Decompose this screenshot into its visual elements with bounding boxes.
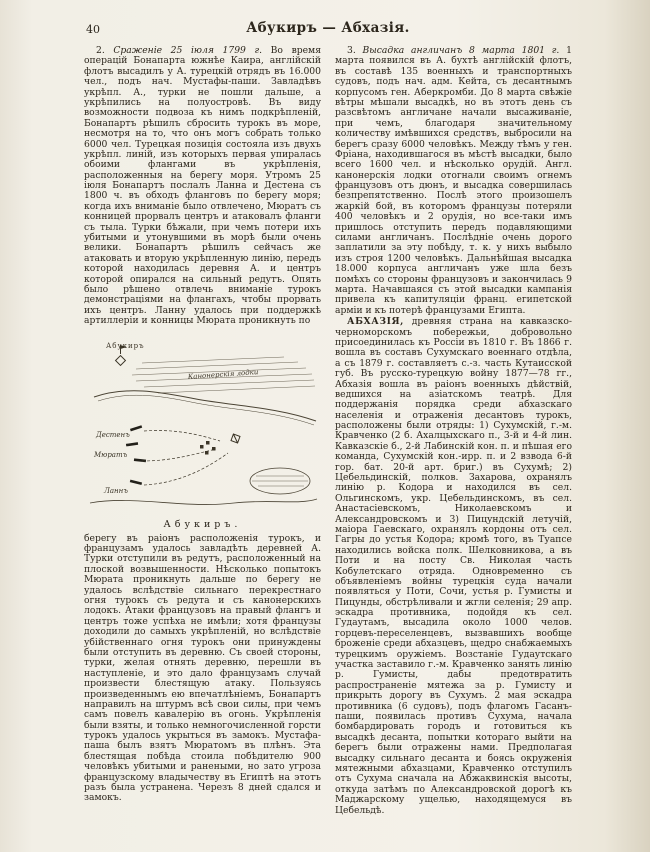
left-column <box>84 46 321 817</box>
map-caption: Абукиръ. <box>163 518 242 530</box>
page-number: 40 <box>86 23 100 36</box>
paragraph-abkhazia <box>335 317 572 816</box>
south-shore <box>90 499 317 505</box>
text-columns <box>84 46 572 817</box>
lake-hatching <box>250 468 310 494</box>
paragraph-number: 2. <box>96 45 114 56</box>
map-label-murat: Мюратъ <box>94 450 128 459</box>
map-label-lann: Ланнъ <box>104 486 128 495</box>
article-text: древняя страна на кавказско-черноморскомъ побережьи, добровольно присоединилась къ Россіи въ 1810 г. Въ 1866 г. вошла въ составъ Сухумскаго военнаго отдѣла, а съ 1879 г. составляетъ с.-з. часть Кутаисской губ. Въ русско-турецкую войну 1877—78 гг., Абхазія вошла въ раіонъ военныхъ дѣйствій, ведшихся на азіатскомъ театрѣ. Для поддержанія порядка среди абхазскаго населенія и отраженія десантовъ турокъ, расположены были отряды: 1) Сухумскій, г.-м. Кравченко (2 б. Ахалцыхскаго п., 3-й и 4-й лин. Кавказскіе б., 2-й Лабинскій кон. п. и пѣшая его команда, Сухумскій кон.-ирр. п. и 2 взвода 6-й гор. бат. 20-й арт. бриг.) въ Сухумѣ; 2) Цебельдинскій, полков. Захарова, охранялъ линію р. Кодора и находился въ сел. Ольгинскомъ, укр. Цебельдинскомъ, въ сел. Анастасіевскомъ, Николаевскомъ и Александровскомъ и 3) Пицундскій летучій, маіора Гаевскаго, охранялъ кордоны отъ сел. Гагры до устья Кодора; кромѣ того, въ Туапсе находились войска полк. Шелковникова, а въ Поти и на посту Св. Николая часть Кобулетскаго отряда. Одновременно съ объявленіемъ войны турецкія суда начали появляться у Поти, Сочи, устья р. Гумисты и Пицунды, обстрѣливали и жгли селенія; 29 апр. эскадра противника, подойдя къ сел. Гудаутамъ, высадила около 1000 челов. горцевъ-переселенцевъ, вызвавшихъ вообще броженіе среди абхазцевъ, щедро снабжаемыхъ турецкимъ оружіемъ. Возстаніе Гудаутскаго участка заставило г.-м. Кравченко занять линію р. Гумисты, дабы предотвратить распространеніе мятежа за р. Гумисту и прикрыть дорогу въ Сухумъ. 2 мая эскадра противника (6 судовъ), подъ флагомъ Гасанъ-паши, появилась противъ Сухума, начала бомбардировать городъ и готовиться къ высадкѣ десанта, попытки котораго выйти на берегъ были отражены нами. Предполагая высадку сильнаго десанта и боясь окруженія мятежными абхазцами, Кравченко отступилъ отъ Сухума сначала на Абжаквинскія высоты, откуда затѣмъ по Александровской дорогѣ къ Маджарскому ущелью, находящемуся въ Цебельдѣ. <box>335 316 572 816</box>
movement-dashes <box>142 430 228 485</box>
map-label-fort: Абукиръ <box>106 341 145 350</box>
paragraph-battle-continuation: берегу въ раіонъ расположенія турокъ, и французамъ удалось завладѣть деревней А. Турки отступили въ редутъ, расположенный на плоской возвышенности. Нѣсколько попытокъ Мюрата проникнуть дальше по берегу не удалось вслѣдствіе сильнаго перекрестнаго огня турокъ съ редута и съ канонерскихъ лодокъ. Атаки французовъ на правый флангъ и центръ тоже успѣха не имѣли; хотя французы доходили до самыхъ укрѣпленій, но вслѣдствіе убійственнаго огня турокъ они принуждены были отступить въ деревню. Съ своей стороны, турки, желая отнять деревню, перешли въ наступленіе, и это дало французамъ случай произвести блестящую атаку. Пользуясь произведеннымъ ею впечатлѣніемъ, Бонапартъ направилъ на штурмъ всѣ свои силы, при чемъ самъ повелъ кавалерію въ огонь. Укрѣпленія были взяты, и только немногочисленной горсти турокъ удалось укрыться въ замокъ. Мустафа-паша былъ взятъ Мюратомъ въ плѣнъ. Эта блестящая побѣда стоила побѣдителю 900 человѣкъ убитыми и ранеными, но зато угроза французскому владычеству въ Египтѣ на этотъ разъ была устранена. Черезъ 8 дней сдался и замокъ. <box>84 532 321 804</box>
paragraph-text: Во время операцій Бонапарта южнѣе Каира, англійскій флотъ высадилъ у А. турецкій отрядъ въ 16.000 чел., подъ нач. Мустафы-паши. Завладѣвъ укрѣпл. А., турки не пошли дальше, а укрѣпились на полуостровѣ. Въ виду возможности подвоза къ нимъ подкрѣпленій, Бонапартъ рѣшилъ сбросить турокъ въ море, несмотря на то, что онъ могъ собрать только 6000 чел. Турецкая позиція состояла изъ двухъ укрѣпл. линій, изъ которыхъ первая упиралась обоими флангами въ укрѣпленія, расположенныя на берегу моря. Утромъ 25 іюля Бонапартъ послалъ Ланна и Дестена съ 1800 ч. въ обходъ фланговъ по берегу моря; когда ихъ вниманіе было отвлечено, Мюратъ съ конницей прорвалъ центръ и атаковалъ фланги съ тыла. Турки бѣжали, при чемъ потери ихъ убитыми и утонувшими въ морѣ были очень велики. Бонапартъ рѣшилъ сейчасъ же атаковать и вторую укрѣпленную линію, передъ которой находилась деревня А. и центръ которой опирался на сильный редутъ. Опять было рѣшено отвлечь вниманіе турокъ демонстраціями на флангахъ, чтобы прорвать ихъ центръ. Ланну удалось при поддержкѣ артиллеріи и конницы Мюрата проникнуть по <box>84 45 321 327</box>
map-label-gunboats: Канонерскія лодки <box>187 367 259 381</box>
paragraph-number: 3. <box>347 45 363 56</box>
paragraph-lead: Сраженіе 25 іюля 1799 г. <box>113 45 263 56</box>
map-label-desten: Дестенъ <box>96 430 130 439</box>
running-title: Абукиръ — Абхазія. <box>246 20 410 36</box>
coastline <box>94 390 316 424</box>
page-header <box>84 20 572 40</box>
paragraph-lead: Высадка англичанъ 8 марта 1801 г. <box>362 45 560 56</box>
right-column <box>335 46 572 817</box>
redoubt-icon <box>231 434 240 443</box>
paragraph-text: 1 марта появился въ А. бухтѣ англійскій флотъ, въ составѣ 135 военныхъ и транспортныхъ судовъ, подъ нач. адм. Кейта, съ десантнымъ корпусомъ ген. Аберкромби. До 8 марта свѣжіе вѣтры мѣшали высадкѣ, но въ этотъ день съ разсвѣтомъ англичане начали высаживаніе, при чемъ, благодаря значительному количеству имѣвшихся средствъ, выбросили на берегъ сразу 6000 человѣкъ. Между тѣмъ у ген. Фріана, находившагося въ мѣстѣ высадки, было всего 1600 чел. и нѣсколько орудій. Англ. канонерскія лодки отогнали своимъ огнемъ французовъ отъ дюнъ, и высадка совершилась безпрепятственно. Послѣ этого произошелъ жаркій бой, въ которомъ французы потеряли 400 человѣкъ и 2 орудія, но все-таки имъ пришлось отступить передъ подавляющими силами англичанъ. Послѣдніе очень дорого заплатили за эту побѣду, т. к. у нихъ выбыло изъ строя 1200 человѣкъ. Дальнѣйшая высадка 18.000 корпуса англичанъ уже шла безъ помѣхъ со стороны французовъ и закончилась 9 марта. Начавшаяся съ этой высадки кампанія привела къ капитуляціи франц. египетской арміи и къ потерѣ французами Египта. <box>335 45 572 316</box>
article-headword: АБХАЗІЯ, <box>347 316 404 328</box>
abukir-battle-map <box>84 333 321 515</box>
map-figure <box>84 333 321 531</box>
paragraph-landing-1801 <box>335 46 572 316</box>
paragraph-battle-1799 <box>84 46 321 327</box>
